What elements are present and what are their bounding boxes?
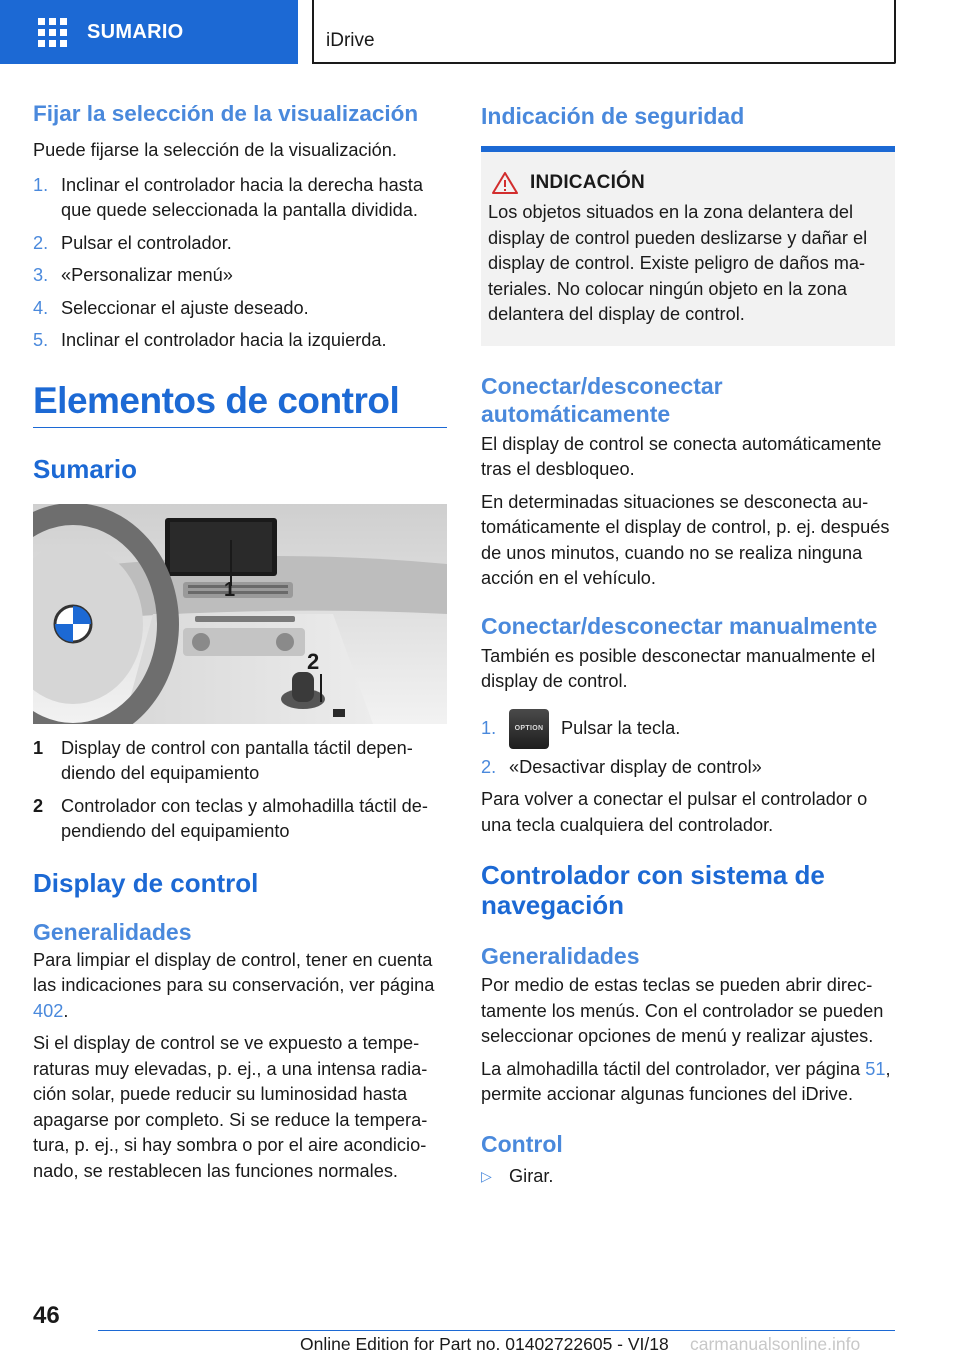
controls-heading: Elementos de control <box>33 379 400 421</box>
list-item: 2. Pulsar el controlador. <box>33 232 232 253</box>
left-column <box>33 100 447 1184</box>
footer-watermark: carmanualsonline.info <box>690 1334 861 1354</box>
list-item: 4. Seleccionar el ajuste deseado. <box>33 297 309 318</box>
dashboard-drawing <box>33 504 447 724</box>
fix-selection-heading: Fijar la selección de la visualización <box>33 101 419 126</box>
auto-heading: Conectar/desconectar automáticamente <box>481 372 723 427</box>
warning-icon <box>492 172 518 194</box>
dashboard-illustration <box>33 504 447 724</box>
nav-heading: Controlador con sistema de navegación <box>481 860 825 920</box>
callout-1: 1 <box>224 578 236 601</box>
summary-heading: Sumario <box>33 453 138 484</box>
list-item: 1 Display de control con pantalla táctil dependiendo del equipamiento <box>33 737 413 783</box>
list-item: ▷ Girar. <box>481 1164 895 1190</box>
illustration-legend <box>33 736 447 845</box>
control-list <box>481 1164 895 1190</box>
auto-paragraph-2: En determinadas situaciones se desconecta automáticamente el display de control, p. ej. después de unos minutos, cuando no se realiza ninguna acción en el vehículo. <box>481 491 890 588</box>
general-paragraph-2: Si el display de control se ve expuesto a temperaturas muy elevadas, p. ej., a una intensa radiación solar, puede reducir su luminosidad hasta apagarse por completo. Si se reduce la temperatura, p. ej., si hay sombra o por el aire acondicionado, se restablecen las funciones normales. <box>33 1033 428 1181</box>
notice-box <box>481 146 895 346</box>
notice-title: INDICACIÓN <box>530 172 645 193</box>
page-link[interactable]: 51 <box>865 1058 886 1079</box>
list-item: 2 Controlador con teclas y almohadilla táctil dependiendo del equipamiento <box>33 795 428 841</box>
fix-selection-steps <box>33 173 447 354</box>
grid-menu-icon <box>38 18 67 47</box>
display-heading: Display de control <box>33 867 259 898</box>
manual-paragraph-2: Para volver a conectar el pulsar el controlador o una tecla cualquiera del controlador. <box>481 789 868 835</box>
list-item: 1. Inclinar el controlador hacia la derecha hasta que quede seleccionada la pantalla dividida. <box>33 174 423 220</box>
manual-paragraph-1: También es posible desconectar manualmente el display de control. <box>481 645 876 691</box>
manual-steps <box>481 709 895 781</box>
manual-heading: Conectar/desconectar manualmente <box>481 612 878 639</box>
general-heading: Generalidades <box>33 918 192 945</box>
footer-edition: Online Edition for Part no. 01402722605 - VI/18 <box>300 1334 669 1354</box>
option-key-icon: OPTION <box>509 709 549 749</box>
nav-general-heading: Generalidades <box>481 943 640 969</box>
list-item: 2. «Desactivar display de control» <box>481 756 762 777</box>
fix-selection-intro: Puede fijarse la selección de la visualización. <box>33 140 397 160</box>
auto-paragraph-1: El display de control se conecta automáticamente tras el desbloqueo. <box>481 433 882 479</box>
summary-label: SUMARIO <box>87 20 184 43</box>
safety-heading: Indicación de seguridad <box>481 103 745 129</box>
page-number: 46 <box>33 1302 60 1329</box>
heading-rule <box>33 427 447 428</box>
notice-text: Los objetos situados en la zona delantera del display de control pueden deslizarse y dañar el display de control. Existe peligro de daños materiales. No colocar ningún objeto en la zona delantera del display de control. <box>488 202 868 324</box>
page-link[interactable]: 402 <box>33 1000 64 1021</box>
chapter-title: iDrive <box>312 0 896 64</box>
callout-2: 2 <box>307 648 320 674</box>
nav-paragraph-1: Por medio de estas teclas se pueden abrir directamente los menús. Con el controlador se pueden seleccionar opciones de menú y realizar ajustes. <box>481 975 884 1046</box>
right-column <box>481 100 895 1189</box>
list-item: 1. OPTION Pulsar la tecla. <box>481 709 895 749</box>
list-item: 5. Inclinar el controlador hacia la izquierda. <box>33 330 387 350</box>
triangle-bullet-icon: ▷ <box>481 1167 492 1184</box>
general-paragraph-1: Para limpiar el display de control, tener en cuenta las indicaciones para su conservación, ver página 402. <box>33 949 435 1021</box>
list-item: 3. «Personalizar menú» <box>33 265 233 285</box>
nav-paragraph-2: La almohadilla táctil del controlador, ver página 51, permite accionar algunas funciones del iDrive. <box>481 1058 891 1104</box>
footer-rule <box>98 1330 895 1331</box>
control-heading: Control <box>481 1130 563 1157</box>
summary-tab[interactable] <box>0 0 298 64</box>
